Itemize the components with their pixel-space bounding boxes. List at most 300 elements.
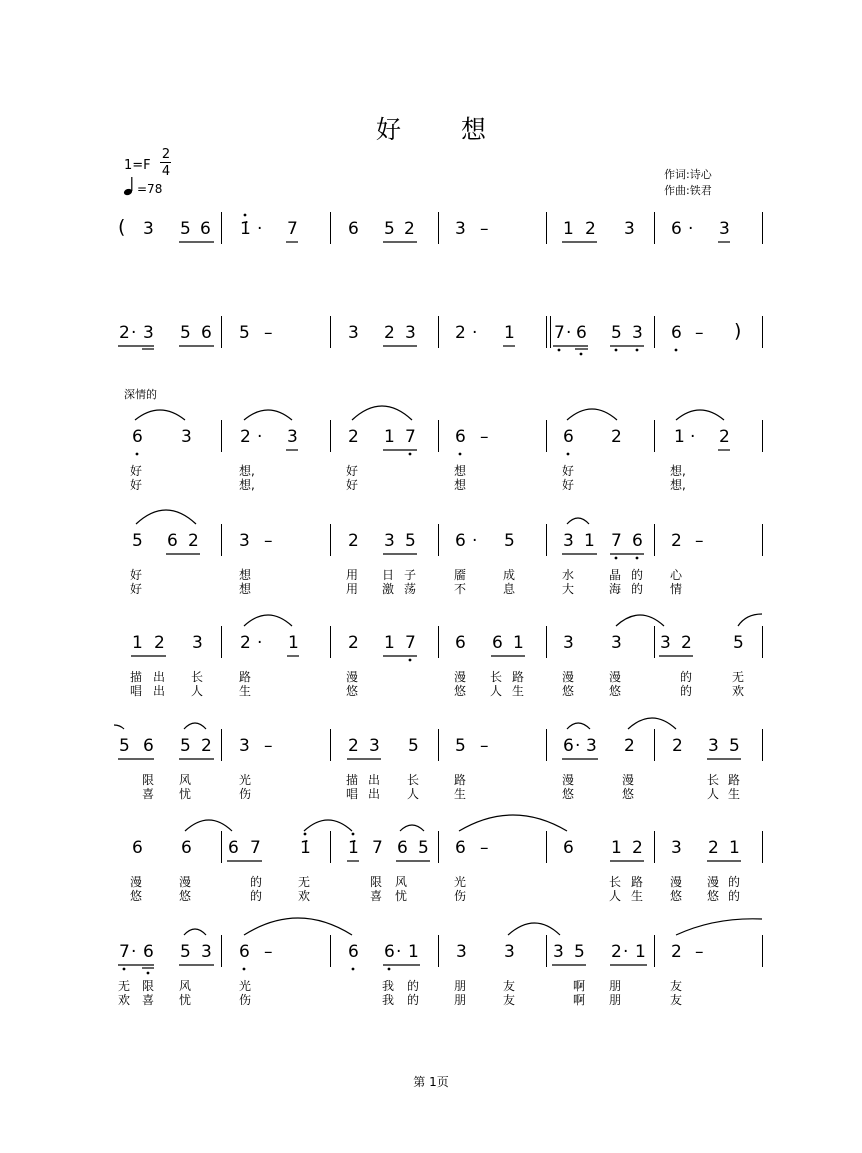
dash: –: [480, 838, 489, 858]
lyric: 限: [370, 875, 383, 889]
lyric: 好: [562, 478, 575, 492]
rhythm-marks: [0, 632, 862, 660]
lyric: 描: [346, 773, 359, 787]
lyric: 朋: [609, 979, 622, 993]
note: 2: [681, 633, 692, 653]
lyrics-verse-1: [0, 668, 862, 682]
note: 2: [632, 838, 643, 858]
dash: –: [264, 531, 273, 551]
dot: ·: [257, 219, 263, 239]
notation-row: [0, 941, 862, 969]
lyric: 用: [346, 582, 359, 596]
note: 1: [674, 427, 685, 447]
lyric: 伤: [239, 993, 252, 1007]
note: 6: [455, 633, 466, 653]
lyric: 靥: [454, 568, 467, 582]
lyric: 生: [512, 684, 525, 698]
lyric: 描: [130, 670, 143, 684]
lyrics-verse-1: [0, 566, 862, 580]
lyric: 悠: [562, 787, 575, 801]
lyric: 漫: [562, 670, 575, 684]
lyric: 日: [382, 568, 395, 582]
lyric: 光: [239, 979, 252, 993]
lyric: 风: [179, 979, 192, 993]
repeat-close-paren: ): [734, 320, 742, 342]
lyric: 荡: [404, 582, 417, 596]
note: 6: [239, 942, 250, 962]
note: 3: [181, 427, 192, 447]
note: 3: [455, 219, 466, 239]
lyric: 唱: [346, 787, 359, 801]
note: 1: [611, 838, 622, 858]
lyric: 限: [142, 773, 155, 787]
dot: ·: [690, 427, 696, 447]
note: 3: [660, 633, 671, 653]
lyric: 长: [707, 773, 720, 787]
lyric: 长: [407, 773, 420, 787]
lyric: 的: [250, 875, 263, 889]
lyric: 好: [130, 582, 143, 596]
lyric: 欢: [118, 993, 131, 1007]
lyric: 限: [142, 979, 155, 993]
lyric: 悠: [346, 684, 359, 698]
dot: ·: [257, 427, 263, 447]
note: 3: [348, 323, 359, 343]
note: 1: [635, 942, 646, 962]
note: 5: [418, 838, 429, 858]
lyric: 朋: [454, 979, 467, 993]
lyric: 人: [191, 684, 204, 698]
notation-row: [0, 735, 862, 763]
score-system-4: [0, 530, 862, 626]
lyric: 悠: [562, 684, 575, 698]
lyric: 忧: [179, 993, 192, 1007]
note: 6: [143, 942, 154, 962]
lyric: 友: [670, 993, 683, 1007]
lyric: 喜: [142, 993, 155, 1007]
notation-row: [0, 322, 862, 350]
dot: ·: [472, 323, 478, 343]
lyric: 光: [454, 875, 467, 889]
note: 2: [611, 942, 622, 962]
lyric: 漫: [622, 773, 635, 787]
lyrics-verse-2: [0, 476, 862, 490]
lyric: 悠: [609, 684, 622, 698]
lyric: 生: [239, 684, 252, 698]
lyric: 我: [382, 993, 395, 1007]
lyric: 好: [562, 464, 575, 478]
dot: ·: [623, 942, 629, 962]
lyric: 啊: [573, 979, 586, 993]
lyric: 人: [609, 889, 622, 903]
dash: –: [480, 736, 489, 756]
note: 2: [348, 633, 359, 653]
notation-row: [0, 837, 862, 865]
lyric: 好: [130, 478, 143, 492]
lyric: 朋: [454, 993, 467, 1007]
note: 2: [585, 219, 596, 239]
note: 5: [239, 323, 250, 343]
lyric: 长: [609, 875, 622, 889]
note: 3: [624, 219, 635, 239]
note: 3: [504, 942, 515, 962]
note: 6: [632, 531, 643, 551]
lyric: 好: [346, 464, 359, 478]
note: 5: [611, 323, 622, 343]
lyric: 晶: [609, 568, 622, 582]
lyric: 无: [298, 875, 311, 889]
note: 5: [119, 736, 130, 756]
lyric: 人: [707, 787, 720, 801]
lyric: 漫: [670, 875, 683, 889]
lyric: 伤: [454, 889, 467, 903]
note: 7: [372, 838, 383, 858]
note: 1: [288, 633, 299, 653]
lyric: 心: [670, 568, 683, 582]
note: 3: [369, 736, 380, 756]
lyric: 漫: [454, 670, 467, 684]
lyric: 路: [728, 773, 741, 787]
note: 3: [563, 531, 574, 551]
note: 1: [729, 838, 740, 858]
note: 2: [624, 736, 635, 756]
note: 3: [192, 633, 203, 653]
dash: –: [264, 942, 273, 962]
lyric: 好: [130, 464, 143, 478]
expression-marking: 深情的: [124, 388, 157, 401]
lyric: 出: [153, 684, 166, 698]
note: 2: [708, 838, 719, 858]
lyric: 漫: [346, 670, 359, 684]
note: 5: [405, 531, 416, 551]
lyric: 生: [454, 787, 467, 801]
lyric: 的: [250, 889, 263, 903]
lyric: 悠: [622, 787, 635, 801]
lyric: 路: [454, 773, 467, 787]
note: 3: [287, 427, 298, 447]
lyric: 人: [490, 684, 503, 698]
note: 2: [240, 633, 251, 653]
note: 6: [348, 942, 359, 962]
rhythm-marks: [0, 426, 862, 454]
lyric: 想: [454, 464, 467, 478]
note: 5: [132, 531, 143, 551]
lyric: 路: [631, 875, 644, 889]
lyric: 欢: [298, 889, 311, 903]
score-system-8: [0, 941, 862, 1037]
dot: ·: [566, 323, 572, 343]
note: 2: [348, 531, 359, 551]
lyric: 的: [728, 889, 741, 903]
lyric: 路: [512, 670, 525, 684]
lyric: 欢: [732, 684, 745, 698]
tempo-value: =78: [137, 182, 163, 196]
dash: –: [264, 323, 273, 343]
note: 5: [180, 323, 191, 343]
lyrics-verse-2: [0, 580, 862, 594]
notation-row: [0, 632, 862, 660]
dot: ·: [131, 323, 137, 343]
note: 3: [553, 942, 564, 962]
lyric: 想,: [239, 478, 255, 492]
lyric: 想,: [670, 478, 686, 492]
lyric: 忧: [395, 889, 408, 903]
dot: ·: [688, 219, 694, 239]
note: 5: [574, 942, 585, 962]
dash: –: [695, 531, 704, 551]
note: 1: [513, 633, 524, 653]
note: 5: [455, 736, 466, 756]
note: 2: [455, 323, 466, 343]
dash: –: [480, 219, 489, 239]
rhythm-marks: [0, 530, 862, 558]
lyrics-verse-2: [0, 682, 862, 696]
score-system-5: [0, 632, 862, 728]
lyric: 啊: [573, 993, 586, 1007]
lyric: 的: [680, 684, 693, 698]
notation-row: [0, 218, 862, 246]
lyric: 友: [503, 993, 516, 1007]
lyric: 好: [130, 568, 143, 582]
lyric: 出: [368, 773, 381, 787]
note: 6: [228, 838, 239, 858]
note: 1: [384, 427, 395, 447]
lyric: 好: [346, 478, 359, 492]
key-signature: 1=F: [124, 158, 151, 173]
note: 2: [119, 323, 130, 343]
note: 3: [611, 633, 622, 653]
lyric: 的: [407, 979, 420, 993]
lyric: 唱: [130, 684, 143, 698]
lyric: 用: [346, 568, 359, 582]
note: 3: [143, 323, 154, 343]
dot: ·: [257, 633, 263, 653]
note: 6: [563, 736, 574, 756]
note: 6: [563, 838, 574, 858]
note: 6: [671, 323, 682, 343]
note: 6: [492, 633, 503, 653]
note: 3: [384, 531, 395, 551]
lyric: 息: [503, 582, 516, 596]
note: 6: [576, 323, 587, 343]
time-signature-numerator: 2: [161, 147, 171, 162]
lyric: 大: [562, 582, 575, 596]
note: 7: [554, 323, 565, 343]
note: 6: [200, 219, 211, 239]
note: 2: [348, 427, 359, 447]
note: 3: [201, 942, 212, 962]
lyric: 友: [670, 979, 683, 993]
lyric: 情: [670, 582, 683, 596]
lyric: 海: [609, 582, 622, 596]
lyric: 朋: [609, 993, 622, 1007]
note: 2: [611, 427, 622, 447]
note: 3: [239, 736, 250, 756]
note: 5: [180, 736, 191, 756]
lyric: 漫: [130, 875, 143, 889]
lyric: 漫: [179, 875, 192, 889]
lyric: 悠: [707, 889, 720, 903]
lyrics-verse-1: [0, 462, 862, 476]
note: 6: [132, 838, 143, 858]
page-number: 第 1页: [413, 1075, 449, 1089]
note: 6: [455, 531, 466, 551]
lyrics-verse-1: [0, 771, 862, 785]
lyric: 想: [454, 478, 467, 492]
dot: ·: [396, 942, 402, 962]
lyric: 的: [728, 875, 741, 889]
lyric: 无: [118, 979, 131, 993]
note: 5: [733, 633, 744, 653]
note: 6: [348, 219, 359, 239]
note: 6: [671, 219, 682, 239]
note: 7: [250, 838, 261, 858]
note: 5: [504, 531, 515, 551]
note: 5: [384, 219, 395, 239]
lyric: 忧: [179, 787, 192, 801]
note: 3: [671, 838, 682, 858]
lyric: 想,: [670, 464, 686, 478]
song-title: 好 想: [376, 115, 512, 144]
note: 7: [405, 633, 416, 653]
lyric: 悠: [670, 889, 683, 903]
lyric: 成: [503, 568, 516, 582]
lyric: 出: [153, 670, 166, 684]
lyric: 出: [368, 787, 381, 801]
lyrics-verse-2: [0, 785, 862, 799]
lyric: 想,: [239, 464, 255, 478]
note: 3: [405, 323, 416, 343]
lyric: 风: [395, 875, 408, 889]
note: 1: [563, 219, 574, 239]
lyric: 漫: [562, 773, 575, 787]
lyric: 友: [503, 979, 516, 993]
lyric: 路: [239, 670, 252, 684]
repeat-open-paren: (: [118, 216, 126, 238]
time-signature-divider: [160, 162, 171, 163]
lyric: 我: [382, 979, 395, 993]
quarter-note-icon: [123, 176, 137, 196]
lyric: 光: [239, 773, 252, 787]
note: 2: [348, 736, 359, 756]
lyric: 伤: [239, 787, 252, 801]
note: 3: [563, 633, 574, 653]
dot: ·: [472, 531, 478, 551]
lyrics-verse-1: [0, 977, 862, 991]
lyric: 生: [728, 787, 741, 801]
note: 2: [154, 633, 165, 653]
dash: –: [264, 736, 273, 756]
lyric: 的: [631, 582, 644, 596]
lyric: 人: [407, 787, 420, 801]
lyric: 生: [631, 889, 644, 903]
composer-credit: 作曲:铁君: [664, 184, 712, 197]
rhythm-marks: [0, 735, 862, 763]
dash: –: [695, 323, 704, 343]
note: 5: [408, 736, 419, 756]
dot: ·: [131, 942, 137, 962]
lyrics-verse-2: [0, 887, 862, 901]
dash: –: [480, 427, 489, 447]
lyric: 不: [454, 582, 467, 596]
notation-row: [0, 426, 862, 454]
note: 2: [240, 427, 251, 447]
lyric: 漫: [609, 670, 622, 684]
lyric: 悠: [130, 889, 143, 903]
lyric: 想: [239, 568, 252, 582]
lyric: 悠: [179, 889, 192, 903]
note: 2: [671, 531, 682, 551]
note: 6: [563, 427, 574, 447]
note: 6: [455, 427, 466, 447]
note: 6: [181, 838, 192, 858]
lyric: 的: [407, 993, 420, 1007]
note: 6: [143, 736, 154, 756]
note: 3: [143, 219, 154, 239]
dot: ·: [575, 736, 581, 756]
note: 7: [287, 219, 298, 239]
rhythm-marks: [0, 218, 862, 246]
lyricist-credit: 作词:诗心: [664, 168, 712, 181]
notation-row: [0, 530, 862, 558]
note: 3: [708, 736, 719, 756]
dash: –: [695, 942, 704, 962]
lyric: 想: [239, 582, 252, 596]
note: 3: [586, 736, 597, 756]
rhythm-marks: [0, 837, 862, 865]
note: 2: [201, 736, 212, 756]
note: 2: [384, 323, 395, 343]
lyric: 水: [562, 568, 575, 582]
lyric: 喜: [142, 787, 155, 801]
note: 1: [132, 633, 143, 653]
score-system-1: [0, 218, 862, 314]
lyric: 的: [680, 670, 693, 684]
lyric: 风: [179, 773, 192, 787]
note: 2: [188, 531, 199, 551]
lyric: 漫: [707, 875, 720, 889]
note: 1: [408, 942, 419, 962]
note: 3: [719, 219, 730, 239]
score-system-7: [0, 837, 862, 933]
lyrics-verse-2: [0, 991, 862, 1005]
note: 3: [456, 942, 467, 962]
note: 2: [719, 427, 730, 447]
note: 2: [404, 219, 415, 239]
note: 1: [584, 531, 595, 551]
note: 7: [611, 531, 622, 551]
note: 6: [167, 531, 178, 551]
time-signature-denominator: 4: [161, 164, 171, 179]
lyric: 长: [490, 670, 503, 684]
note: 1̇: [348, 838, 359, 858]
score-system-6: [0, 735, 862, 831]
lyric: 无: [732, 670, 745, 684]
note: 6: [455, 838, 466, 858]
note: 6: [384, 942, 395, 962]
note: 1̇: [300, 838, 311, 858]
note: 5: [180, 219, 191, 239]
rhythm-marks: [0, 322, 862, 350]
note: 6: [397, 838, 408, 858]
lyric: 喜: [370, 889, 383, 903]
note: 2: [672, 736, 683, 756]
note: 7: [405, 427, 416, 447]
lyric: 激: [382, 582, 395, 596]
note: 7: [119, 942, 130, 962]
lyric: 子: [404, 568, 417, 582]
note: 3: [632, 323, 643, 343]
